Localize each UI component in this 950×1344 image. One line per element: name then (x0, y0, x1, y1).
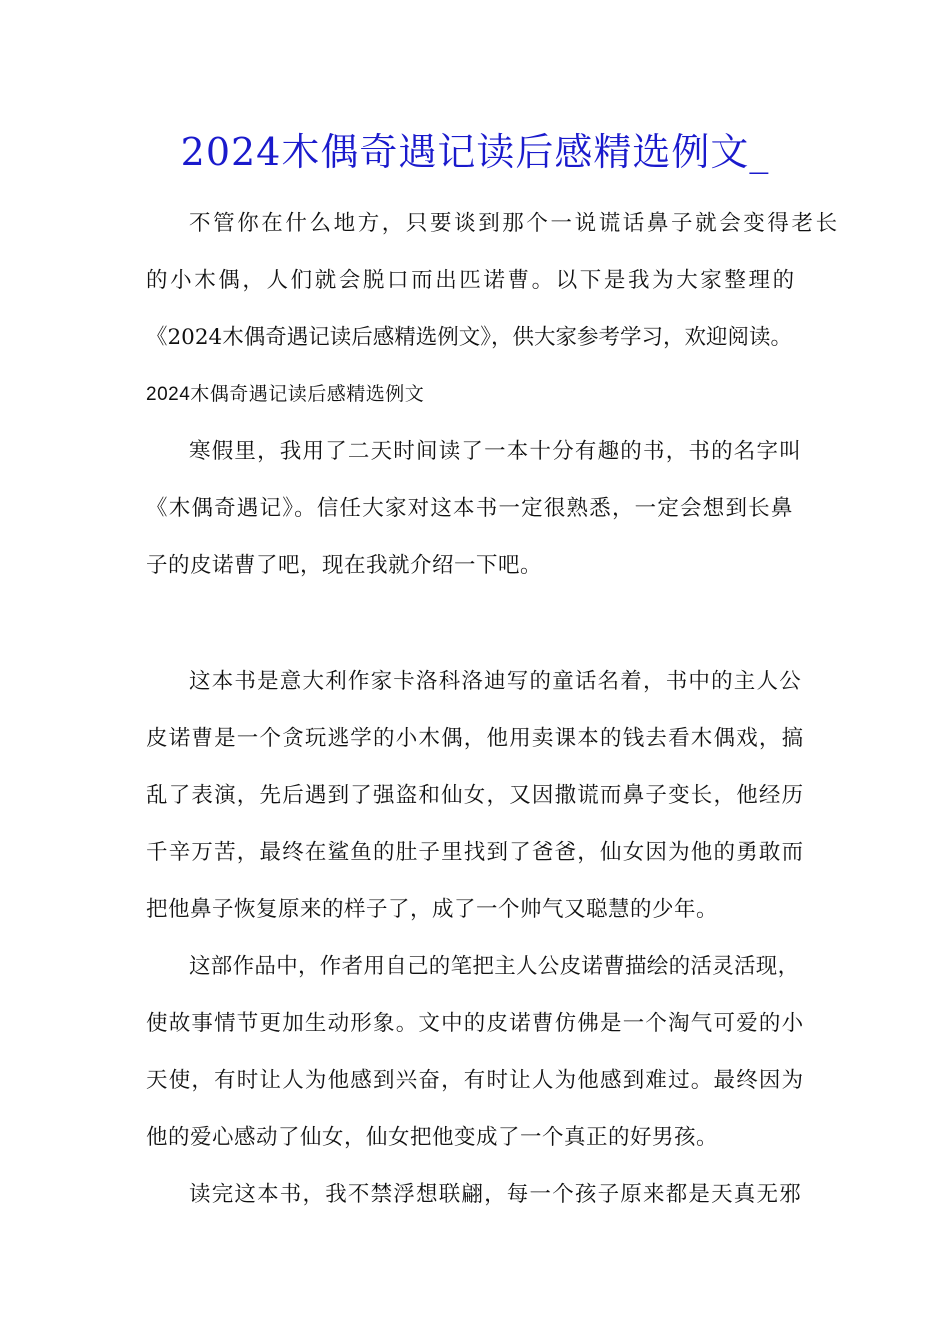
paragraph-line: 寒假里，我用了二天时间读了一本十分有趣的书，书的名字叫 (189, 439, 802, 464)
paragraph-line: 千辛万苦，最终在鲨鱼的肚子里找到了爸爸，仙女因为他的勇敢而 (146, 840, 805, 865)
paragraph-line: 子的皮诺曹了吧，现在我就介绍一下吧。 (146, 553, 543, 578)
paragraph-line: 他的爱心感动了仙女，仙女把他变成了一个真正的好男孩。 (146, 1125, 719, 1150)
paragraph-line: 天使，有时让人为他感到兴奋，有时让人为他感到难过。最终因为 (146, 1068, 805, 1093)
paragraph-line: 这部作品中，作者用自己的笔把主人公皮诺曹描绘的活灵活现， (189, 954, 800, 979)
paragraph-line: 皮诺曹是一个贪玩逃学的小木偶，他用卖课本的钱去看木偶戏，搞 (146, 726, 805, 751)
document-title: 2024木偶奇遇记读后感精选例文_ (180, 130, 770, 174)
paragraph-line: 使故事情节更加生动形象。文中的皮诺曹仿佛是一个淘气可爱的小 (146, 1011, 805, 1036)
paragraph-line: 《2024木偶奇遇记读后感精选例文》，供大家参考学习，欢迎阅读。 (146, 325, 792, 350)
paragraph-line: 的小木偶，人们就会脱口而出匹诺曹。以下是我为大家整理的 (146, 268, 797, 293)
paragraph-line: 乱了表演，先后遇到了强盗和仙女，又因撒谎而鼻子变长，他经历 (146, 783, 805, 808)
paragraph-line: 《木偶奇遇记》。信任大家对这本书一定很熟悉，一定会想到长鼻 (146, 496, 794, 521)
paragraph-line: 读完这本书，我不禁浮想联翩，每一个孩子原来都是天真无邪 (189, 1182, 802, 1207)
paragraph-line: 不管你在什么地方，只要谈到那个一说谎话鼻子就会变得老长 (189, 211, 840, 236)
paragraph-line: 把他鼻子恢复原来的样子了，成了一个帅气又聪慧的少年。 (146, 897, 719, 922)
section-subheading: 2024木偶奇遇记读后感精选例文 (146, 384, 425, 405)
paragraph-line: 这本书是意大利作家卡洛科洛迪写的童话名着，书中的主人公 (189, 669, 802, 694)
